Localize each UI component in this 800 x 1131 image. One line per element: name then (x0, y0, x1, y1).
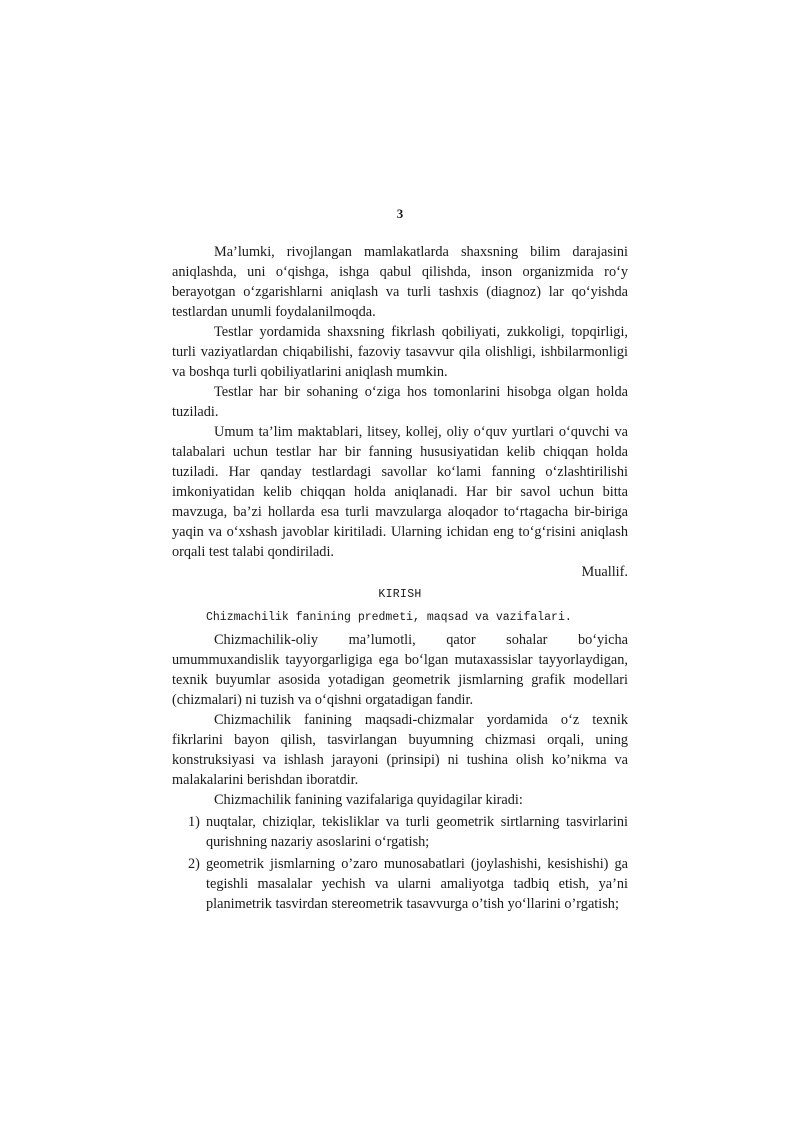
tasks-list (172, 812, 628, 914)
section-subheading: Chizmachilik fanining predmeti, maqsad va vazifalari. (206, 611, 572, 624)
introduction-section (172, 586, 628, 914)
document-page (172, 204, 628, 914)
section-heading: KIRISH (378, 588, 422, 601)
preface-paragraph-4: Umum ta’lim maktablari, litsey, kollej, oliy o‘quv yurtlari o‘quvchi va talabalari uchun testlar har bir fanning hususiyatidan kelib chiqqan holda tuziladi. Har qanday testlardagi savollar ko‘lami fanning o‘zlashtirilishi imkoniyatidan kelib chiqqan holda aniqlanadi. Har bir savol uchun bitta mavzuga, ba’zi hollarda esa turli mavzularga aloqador to‘rtagacha bir-biriga yaqin va o‘xshash javoblar kiritiladi. Ularning ichidan eng to‘g‘risini aniqlash orqali test talabi qondiriladi. (172, 424, 628, 560)
preface-paragraph-2: Testlar yordamida shaxsning fikrlash qobiliyati, zukkoligi, topqirligi, turli vaziyatlardan chiqabilishi, fazoviy tasavvur qila olishligi, ishbilarmonligi va boshqa turli qobiliyatlarini aniqlash mumkin. (172, 324, 628, 380)
section-paragraph-2: Chizmachilik fanining maqsadi-chizmalar yordamida o‘z texnik fikrlarini bayon qilish, tasvirlangan buyumning chizmasi orqali, uning konstruksiyasi va ishlash jarayoni (prinsipi) ni tushina olish ko’nikma va malakalarini berishdan iboratdir. (172, 712, 628, 788)
list-item-number: 2) (188, 856, 200, 872)
page-number: 3 (396, 206, 404, 221)
author-signature: Muallif. (581, 564, 628, 580)
list-item-text: nuqtalar, chiziqlar, tekisliklar va turli geometrik sirtlarning tasvirlarini qurishning nazariy asoslarini o‘rgatish; (206, 814, 628, 850)
section-paragraph-3: Chizmachilik fanining vazifalariga quyidagilar kiradi: (214, 792, 523, 808)
preface (172, 242, 628, 582)
preface-paragraph-1: Ma’lumki, rivojlangan mamlakatlarda shaxsning bilim darajasini aniqlashda, uni o‘qishga, ishga qabul qilishda, inson organizmida ro‘y berayotgan o‘zgarishlarni aniqlash va turli tashxis (diagnoz) lar qo‘yishda testlardan unumli foydalanilmoqda. (172, 244, 628, 320)
section-paragraph-1: Chizmachilik-oliy ma’lumotli, qator sohalar bo‘yicha umummuxandislik tayyorgarligiga ega bo‘lgan mutaxassislar tayyorlaydigan, texnik buyumlar asosida yotadigan geometrik jismlarning grafik modellari (chizmalari) ni tuzish va o‘qishni orgatadigan fandir. (172, 632, 628, 708)
list-item (172, 812, 628, 852)
list-item-number: 1) (188, 814, 200, 830)
preface-paragraph-3: Testlar har bir sohaning o‘ziga hos tomonlarini hisobga olgan holda tuziladi. (172, 384, 628, 420)
list-item-text: geometrik jismlarning o’zaro munosabatlari (joylashishi, kesishishi) ga tegishli masalalar yechish va ularni amaliyotga tadbiq etish, ya’ni planimetrik tasvirdan stereometrik tasavvurga o’tish yo‘llarini o’rgatish; (206, 856, 628, 912)
list-item (172, 854, 628, 914)
